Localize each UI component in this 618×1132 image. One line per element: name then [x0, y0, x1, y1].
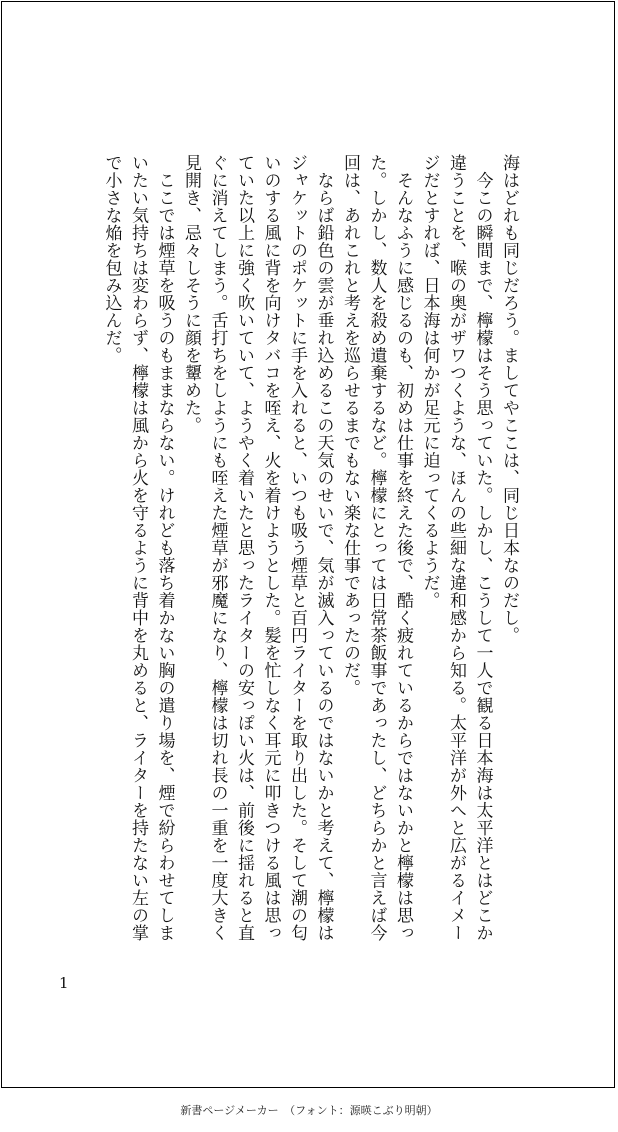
footer-caption: 新書ページメーカー （フォント：源暎こぶり明朝） — [180, 1104, 438, 1117]
page-frame — [1, 1, 615, 1088]
vertical-text-body: 海はどれも同じだろう。ましてやここは、同じ日本なのだし。 今この瞬間まで、檸檬はそう思っていた。しかし、こうして一人で観る日本海は太平洋とはどこか違うことを、喉の奥がザワつくような、ほんの些細な違和感から知る。太平洋が外へと広がるイメージだとすれば、日本海は何かが足元に迫ってくるようだ。 そんなふうに感じるのも、初めは仕事を終えた後で、酷く疲れているからではないかと檸檬は思った。しかし、数人を殺め遺棄するなど。檸檬にとっては日常茶飯事であったし、どちらかと言えば今回は、あれこれと考えを巡らせるまでもない楽な仕事であったのだ。 ならば鉛色の雲が垂れ込めるこの天気のせいで、気が滅入っているのではないかと考えて、檸檬はジャケットのポケットに手を入れると、いつも吸う煙草と百円ライターを取り出した。そして潮の匂いのする風に背を向けタバコを咥え、火を着けようとした。髪を忙しなく耳元に叩きつける風は思っていた以上に強く吹いていて、ようやく着いたと思ったライターの安っぽい火は、前後に揺れると直ぐに消えてしまう。舌打ちをしようにも咥えた煙草が邪魔になり、檸檬は切れ長の一重を一度大きく見開き、忌々しそうに顔を顰めた。 ここでは煙草を吸うのもままならない。けれども落ち着かない胸の遣り場を、煙で紛らわせてしまいたい気持ちは変わらず、檸檬は風から火を守るように背中を丸めると、ライターを持たない左の掌で小さな焔を包み込んだ。 — [101, 154, 519, 942]
page-number: 1 — [59, 974, 69, 992]
